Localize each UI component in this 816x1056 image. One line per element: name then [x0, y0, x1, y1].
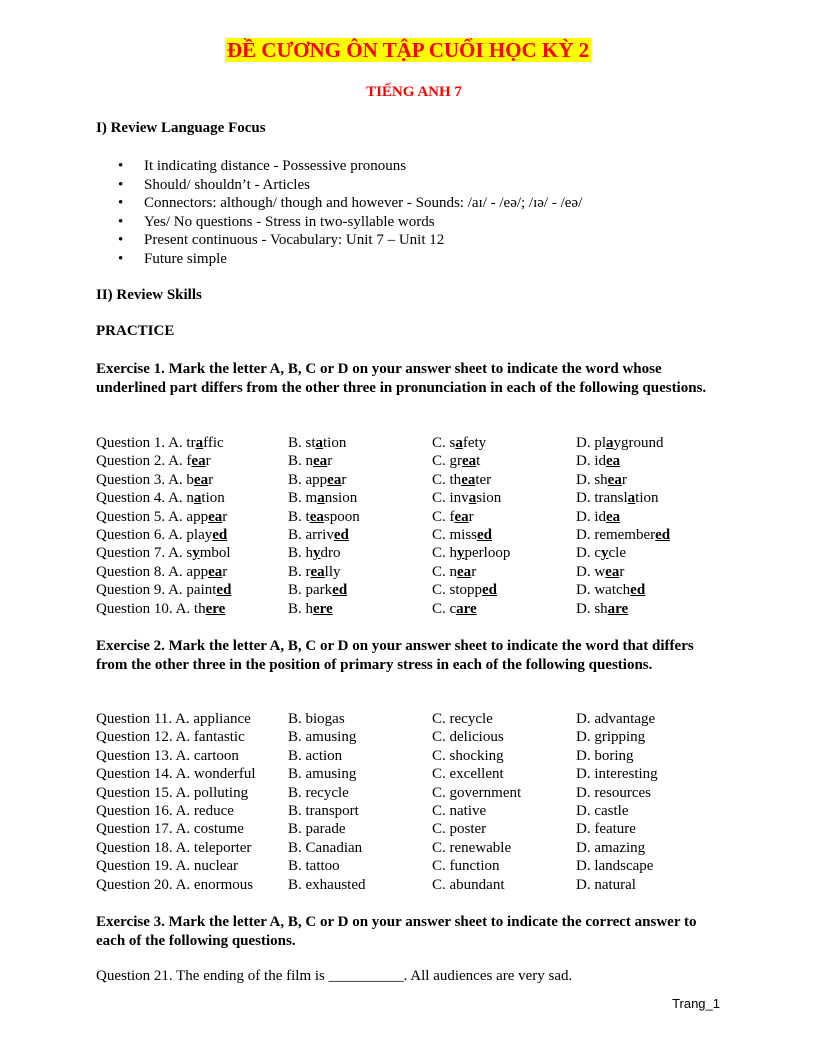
answer-option: D. resources — [576, 784, 651, 801]
answer-option: D. cycle — [576, 545, 626, 562]
answer-option: C. near — [432, 563, 477, 580]
answer-option: C. great — [432, 453, 481, 470]
answer-option: Question 11. A. appliance — [96, 711, 251, 727]
answer-option: C. fear — [432, 508, 474, 525]
document-title: ĐỀ CƯƠNG ÔN TẬP CUỐI HỌC KỲ 2 — [226, 38, 590, 62]
list-item: • Present continuous - Vocabulary: Unit 7 – Unit 12 — [96, 231, 582, 250]
question-21: Question 21. The ending of the film is __________. All audiences are very sad. — [96, 968, 573, 984]
underlined-part: ea — [208, 563, 223, 580]
answer-option: Question 16. A. reduce — [96, 802, 234, 819]
underlined-part: ea — [208, 508, 223, 525]
answer-option: B. arrived — [288, 526, 349, 543]
answer-option: B. biogas — [288, 711, 345, 727]
list-item: • Future simple — [96, 250, 582, 269]
answer-option: C. theater — [432, 471, 492, 488]
answer-option: Question 6. A. played — [96, 526, 228, 543]
answer-option: B. amusing — [288, 766, 357, 783]
answer-option: Question 17. A. costume — [96, 821, 244, 838]
answer-option: C. renewable — [432, 839, 512, 856]
answer-option: B. near — [288, 453, 333, 470]
underlined-part: are — [607, 600, 629, 617]
answer-option: D. idea — [576, 453, 621, 470]
answer-option: D. boring — [576, 747, 634, 764]
answer-option: D. wear — [576, 563, 625, 580]
answer-option: Question 2. A. fear — [96, 453, 211, 470]
answer-option: B. parked — [288, 582, 348, 599]
answer-option: C. excellent — [432, 766, 504, 783]
exercise1-instruction: Exercise 1. Mark the letter A, B, C or D on your answer sheet to indicate the word whose underlined part differs from the other three in pronunciation in each of the following questions. — [96, 361, 707, 396]
underlined-part: ea — [327, 471, 342, 488]
list-item: • Should/ shouldn’t - Articles — [96, 176, 582, 195]
answer-option: C. hyperloop — [432, 545, 511, 562]
underlined-part: ea — [606, 508, 621, 525]
underlined-part: ed — [333, 526, 349, 543]
answer-option: B. tattoo — [288, 858, 340, 875]
answer-option: B. parade — [288, 821, 346, 838]
answer-option: B. mansion — [288, 490, 358, 507]
underlined-part: ea — [313, 453, 328, 470]
answer-option: D. shear — [576, 471, 627, 488]
answer-option: D. watched — [576, 582, 646, 599]
underlined-part: ea — [191, 453, 206, 470]
answer-option: D. feature — [576, 821, 636, 838]
answer-option: D. landscape — [576, 858, 654, 875]
answer-option: D. natural — [576, 876, 636, 893]
answer-option: C. poster — [432, 821, 487, 838]
answer-option: B. really — [288, 563, 341, 580]
section2-heading: II) Review Skills — [96, 287, 202, 303]
answer-option: D. remembered — [576, 526, 671, 543]
answer-option: C. delicious — [432, 729, 504, 746]
underlined-part: ea — [193, 471, 209, 488]
answer-option: Question 12. A. fantastic — [96, 729, 245, 746]
answer-option: Question 9. A. painted — [96, 582, 232, 599]
answer-option: B. station — [288, 435, 347, 451]
answer-option: B. exhausted — [288, 876, 366, 893]
underlined-part: a — [317, 490, 325, 507]
underlined-part: a — [455, 435, 463, 451]
underlined-part: y — [457, 545, 465, 562]
answer-option: C. invasion — [432, 490, 502, 507]
answer-option: C. function — [432, 858, 500, 875]
underlined-part: a — [468, 490, 477, 507]
underlined-part: a — [193, 490, 202, 507]
answer-option: D. castle — [576, 802, 629, 819]
underlined-part: ea — [607, 471, 622, 488]
answer-option: C. government — [432, 784, 522, 801]
answer-option: Question 3. A. bear — [96, 471, 214, 488]
answer-option: Question 4. A. nation — [96, 490, 225, 507]
answer-option: B. transport — [288, 802, 359, 819]
underlined-part: ea — [309, 508, 324, 525]
underlined-part: ed — [630, 582, 646, 599]
answer-option: Question 18. A. teleporter — [96, 839, 252, 856]
exercise3-instruction: Exercise 3. Mark the letter A, B, C or D on your answer sheet to indicate the correct answer to each of the following questions. — [96, 914, 697, 949]
underlined-part: ere — [313, 600, 333, 617]
underlined-part: a — [195, 435, 204, 451]
answer-option: Question 14. A. wonderful — [96, 766, 256, 783]
list-item: • Connectors: although/ though and however - Sounds: /aɪ/ - /eə/; /ɪə/ - /eə/ — [96, 194, 582, 213]
answer-option: D. share — [576, 600, 629, 617]
underlined-part: y — [601, 545, 609, 562]
underlined-part: ed — [212, 526, 228, 543]
underlined-part: ed — [216, 582, 232, 599]
answer-option: C. safety — [432, 435, 487, 451]
underlined-part: ed — [655, 526, 671, 543]
answer-option: C. missed — [432, 526, 493, 543]
answer-option: B. hydro — [288, 545, 341, 562]
answer-option: Question 7. A. symbol — [96, 545, 231, 562]
underlined-part: y — [192, 545, 200, 562]
answer-option: D. gripping — [576, 729, 646, 746]
answer-option: D. interesting — [576, 766, 658, 783]
answer-option: Question 20. A. enormous — [96, 876, 254, 893]
answer-option: Question 5. A. appear — [96, 508, 228, 525]
list-item: • Yes/ No questions - Stress in two-syllable words — [96, 213, 582, 232]
answer-option: C. shocking — [432, 747, 504, 764]
answer-option: Question 13. A. cartoon — [96, 747, 239, 764]
answer-option: Question 15. A. polluting — [96, 784, 249, 801]
underlined-part: ed — [482, 582, 498, 599]
answer-option: B. appear — [288, 471, 347, 488]
answer-option: B. action — [288, 747, 343, 764]
underlined-part: a — [606, 435, 614, 451]
answer-option: B. here — [288, 600, 333, 617]
page-number: Trang_1 — [672, 996, 720, 1011]
language-focus-list — [96, 157, 582, 268]
answer-option: D. playground — [576, 435, 664, 451]
underlined-part: ea — [606, 453, 621, 470]
answer-option: D. advantage — [576, 711, 656, 727]
underlined-part: ed — [332, 582, 348, 599]
answer-option: C. native — [432, 802, 487, 819]
answer-option: C. recycle — [432, 711, 493, 727]
answer-option: B. teaspoon — [288, 508, 360, 525]
underlined-part: ea — [454, 508, 469, 525]
answer-option: C. abundant — [432, 876, 505, 893]
underlined-part: are — [456, 600, 477, 617]
practice-heading: PRACTICE — [96, 323, 175, 339]
underlined-part: a — [315, 435, 324, 451]
answer-option: Question 8. A. appear — [96, 563, 228, 580]
answer-option: Question 1. A. traffic — [96, 435, 224, 451]
answer-option: B. recycle — [288, 784, 349, 801]
underlined-part: ea — [461, 471, 476, 488]
underlined-part: ere — [205, 600, 226, 617]
answer-option: D. amazing — [576, 839, 646, 856]
section1-heading: I) Review Language Focus — [96, 120, 266, 136]
underlined-part: a — [627, 490, 636, 507]
underlined-part: ea — [310, 563, 325, 580]
underlined-part: y — [313, 545, 321, 562]
answer-option: D. idea — [576, 508, 621, 525]
underlined-part: ea — [605, 563, 620, 580]
underlined-part: ea — [462, 453, 477, 470]
list-item: • It indicating distance - Possessive pronouns — [96, 157, 582, 176]
document-subtitle: TIẾNG ANH 7 — [366, 84, 462, 100]
exercise2-instruction: Exercise 2. Mark the letter A, B, C or D on your answer sheet to indicate the word that differs from the other three in the position of primary stress in each of the following questions. — [96, 638, 694, 673]
answer-option: C. care — [432, 600, 477, 617]
answer-option: B. Canadian — [288, 839, 363, 856]
underlined-part: ea — [457, 563, 472, 580]
answer-option: B. amusing — [288, 729, 357, 746]
answer-option: Question 10. A. there — [96, 600, 226, 617]
answer-option: D. translation — [576, 490, 659, 507]
answer-option: C. stopped — [432, 582, 498, 599]
underlined-part: ed — [477, 526, 493, 543]
answer-option: Question 19. A. nuclear — [96, 858, 239, 875]
